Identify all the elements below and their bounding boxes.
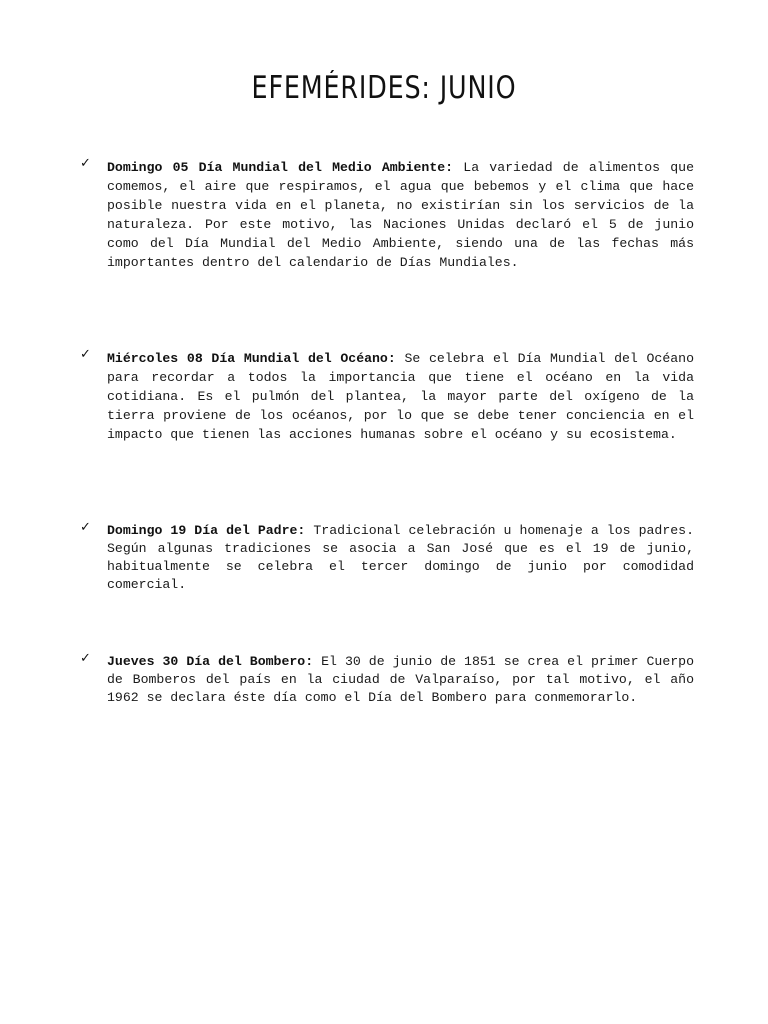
checkmark-icon: ✓ (80, 347, 91, 362)
entry-heading: Jueves 30 Día del Bombero: (107, 654, 314, 669)
checkmark-icon: ✓ (80, 651, 91, 666)
entry-heading: Domingo 19 Día del Padre: (107, 523, 306, 538)
entry-heading: Domingo 05 Día Mundial del Medio Ambiente: (107, 160, 454, 175)
list-item (80, 158, 694, 272)
entry-heading: Miércoles 08 Día Mundial del Océano: (107, 351, 396, 366)
list-item (80, 522, 694, 594)
entry-body: La variedad de alimentos que comemos, el aire que respiramos, el agua que bebemos y el clima que hace posible nuestra vida en el planeta, no existirían sin los servicios de la naturaleza. Por este motivo, las Naciones Unidas declaró el 5 de junio como del Día Mundial del Medio Ambiente, siendo una de las fechas más importantes dentro del calendario de Días Mundiales. (107, 160, 694, 270)
entry-body: El 30 de junio de 1851 se crea el primer Cuerpo de Bomberos del país en la ciudad de Valparaíso, por tal motivo, el año 1962 se declara éste día como el Día del Bombero para conmemorarlo. (107, 654, 694, 705)
checkmark-icon: ✓ (80, 520, 91, 535)
list-item (80, 653, 694, 707)
entry-paragraph (107, 349, 694, 444)
entry-body: Tradicional celebración u homenaje a los padres. Según algunas tradiciones se asocia a San José que es el 19 de junio, habitualmente se celebra el tercer domingo de junio por comodidad comercial. (107, 523, 694, 592)
list-item (80, 349, 694, 444)
checkmark-icon: ✓ (80, 156, 91, 171)
entry-body: Se celebra el Día Mundial del Océano para recordar a todos la importancia que tiene el océano en la vida cotidiana. Es el pulmón del plantea, la mayor parte del oxígeno de la tierra proviene de los océanos, por lo que se debe tener conciencia en el impacto que tienen las acciones humanas sobre el océano y su ecosistema. (107, 351, 694, 442)
page-title: EFEMÉRIDES: JUNIO (251, 70, 517, 106)
entry-paragraph (107, 158, 694, 272)
entry-paragraph (107, 522, 694, 594)
entry-paragraph (107, 653, 694, 707)
